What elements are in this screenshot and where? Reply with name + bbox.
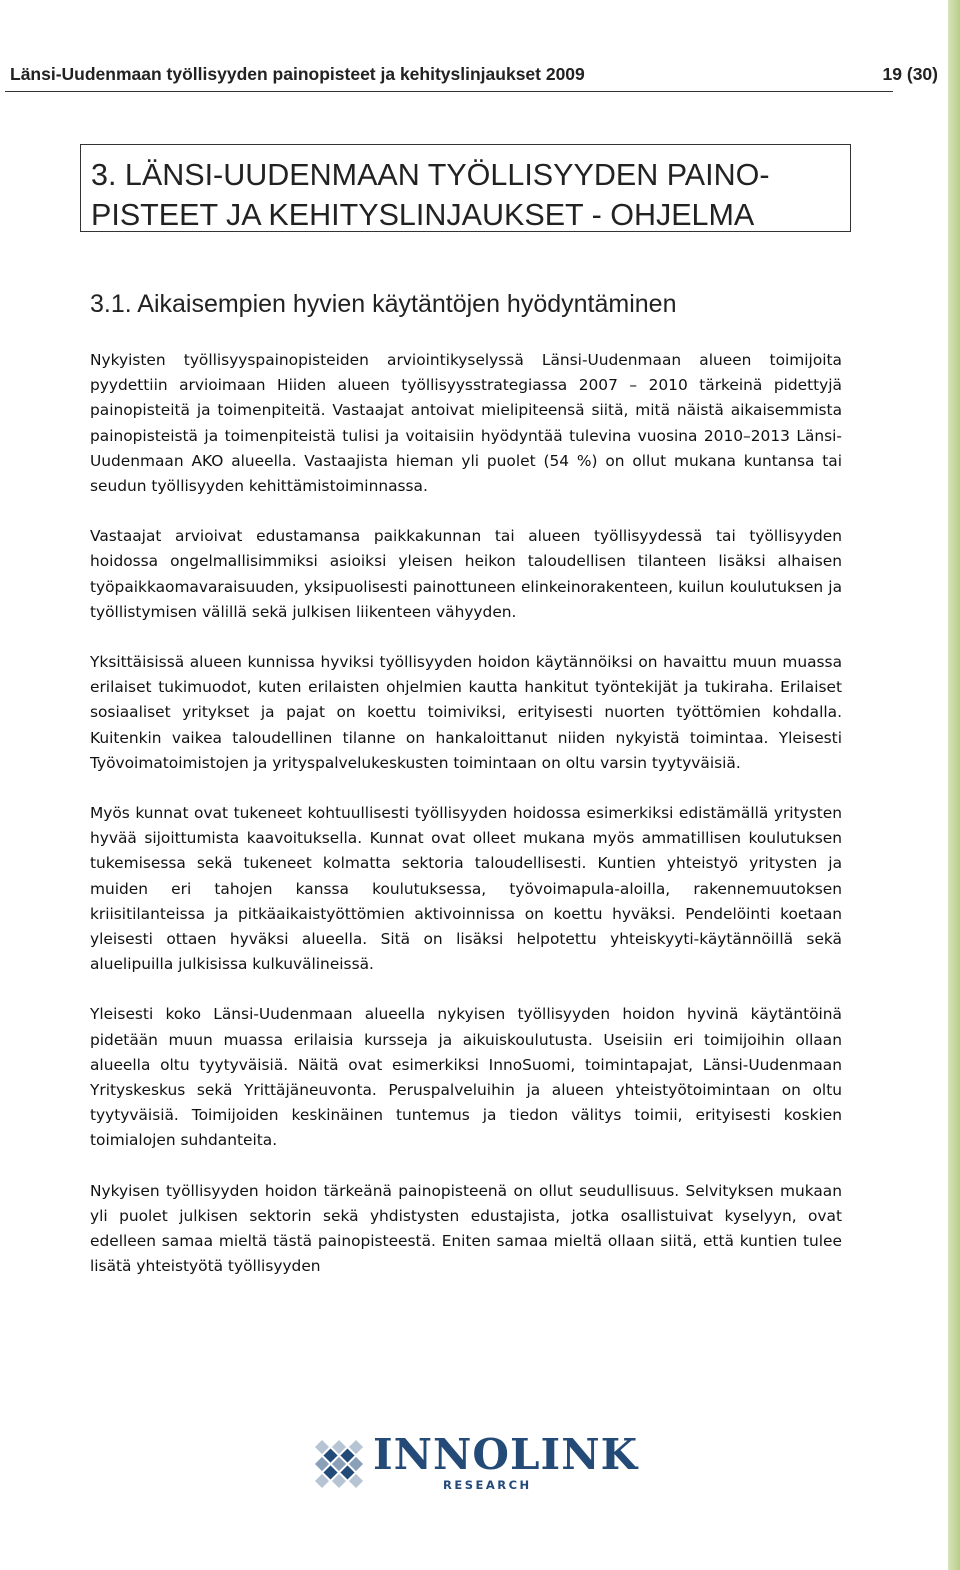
header-title: Länsi-Uudenmaan työllisyyden painopisteet ja kehityslinjaukset 2009 bbox=[10, 64, 585, 84]
paragraph: Nykyisen työllisyyden hoidon tärkeänä painopisteenä on ollut seudullisuus. Selvityksen mukaan yli puolet julkisen sektorin sekä yhdistysten edustajista, jotka osallistuivat kyselyyn, ovat edelleen samaa mieltä tästä painopisteestä. Eniten samaa mieltä ollaan siitä, että kuntien tulee lisätä yhteistyötä työllisyyden bbox=[90, 1181, 842, 1276]
section-title: 3.1. Aikaisempien hyvien käytäntöjen hyödyntäminen bbox=[90, 290, 677, 318]
logo-subtitle: RESEARCH bbox=[443, 1478, 532, 1492]
chapter-title-line1: 3. LÄNSI-UUDENMAAN TYÖLLISYYDEN PAINO- bbox=[91, 158, 770, 192]
paragraph: Myös kunnat ovat tukeneet kohtuullisesti työllisyyden hoidossa esimerkiksi edistämällä yritysten hyvää sijoittumista kaavoituksella. Kunnat ovat olleet mukana myös ammatillisen koulutuksen tukemisessa sekä tukeneet kolmatta sektoria taloudellisesti. Kuntien yhteistyö yritysten ja muiden eri tahojen kanssa koulutuksessa, työvoimapula-aloilla, rakennemuutoksen kriisitilanteissa ja pitkäaikaistyöttömien aktivoinnissa on koettu hyväksi. Pendelöinti koetaan yleisesti ottaen hyväksi alueella. Sitä on lisäksi helpotettu yhteiskyyti-käytännöillä sekä aluelipuilla julkisissa kulkuvälineissä. bbox=[90, 804, 842, 974]
paragraph: Vastaajat arvioivat edustamansa paikkakunnan tai alueen työllisyydessä tai työllisyyden hoidossa ongelmallisimmiksi asioiksi yleisen heikon taloudellisen tilanteen lisäksi alhaisen työpaikkaomavaraisuuden, yksipuolisesti painottuneen elinkeinorakenteen, kuilun koulutuksen ja työllistymisen välillä sekä julkisen liikenteen vähyyden. bbox=[90, 527, 842, 621]
paragraph: Nykyisten työllisyyspainopisteiden arviointikyselyssä Länsi-Uudenmaan alueen toimijoita pyydettiin arvioimaan Hiiden alueen työllisyysstrategiassa 2007 – 2010 tärkeinä pidettyjä painopisteitä ja toimenpiteitä. Vastaajat antoivat mielipiteensä siitä, mitä näistä aikaisemmista painopisteistä ja toimenpiteistä tulisi ja voitaisiin hyödyntää tulevina vuosina 2010–2013 Länsi-Uudenmaan AKO alueella. Vastaajista hieman yli puolet (54 %) on ollut mukana kuntansa tai seudun työllisyyden kehittämistoiminnassa. bbox=[90, 351, 842, 496]
chapter-title-line2: PISTEET JA KEHITYSLINJAUKSET - OHJELMA bbox=[91, 198, 755, 232]
logo-emblem-icon bbox=[305, 1430, 373, 1498]
paragraph: Yleisesti koko Länsi-Uudenmaan alueella nykyisen työllisyyden hoidon hyvinä käytäntöinä pidetään muun muassa erilaisia kursseja ja aikuiskoulutusta. Useisiin eri toimijoihin ollaan alueella oltu tyytyväisiä. Näitä ovat esimerkiksi InnoSuomi, toimintapajat, Länsi-Uudenmaan Yrityskeskus sekä Yrittäjäneuvonta. Peruspalveluihin ja alueen yhteistyötoimintaan on oltu tyytyväisiä. Toimijoiden keskinäinen tuntemus ja tiedon välitys toimii, erityisesti koskien toimialojen suhdanteita. bbox=[90, 1005, 842, 1150]
logo-wordmark: INNOLINK bbox=[373, 1430, 639, 1479]
chapter-title bbox=[91, 155, 846, 235]
innolink-logo bbox=[305, 1428, 639, 1502]
page-edge-band bbox=[948, 0, 960, 1570]
chapter-heading-box bbox=[80, 144, 851, 232]
paragraph: Yksittäisissä alueen kunnissa hyviksi työllisyyden hoidon käytännöiksi on havaittu muun muassa erilaiset tukimuodot, kuten erilaisten ohjelmien kautta hankitut työntekijät ja tukiraha. Erilaiset sosiaaliset yritykset ja pajat on koettu toimiviksi, erityisesti nuorten työttömien kohdalla. Kuitenkin vaikea taloudellinen tilanne on hankaloittanut niiden nykyistä toimintaa. Yleisesti Työvoimatoimistojen ja yrityspalvelukeskusten toimintaan on oltu varsin tyytyväisiä. bbox=[90, 653, 842, 772]
body-text bbox=[90, 348, 842, 1305]
header-divider bbox=[5, 91, 893, 92]
page-number: 19 (30) bbox=[882, 64, 938, 84]
